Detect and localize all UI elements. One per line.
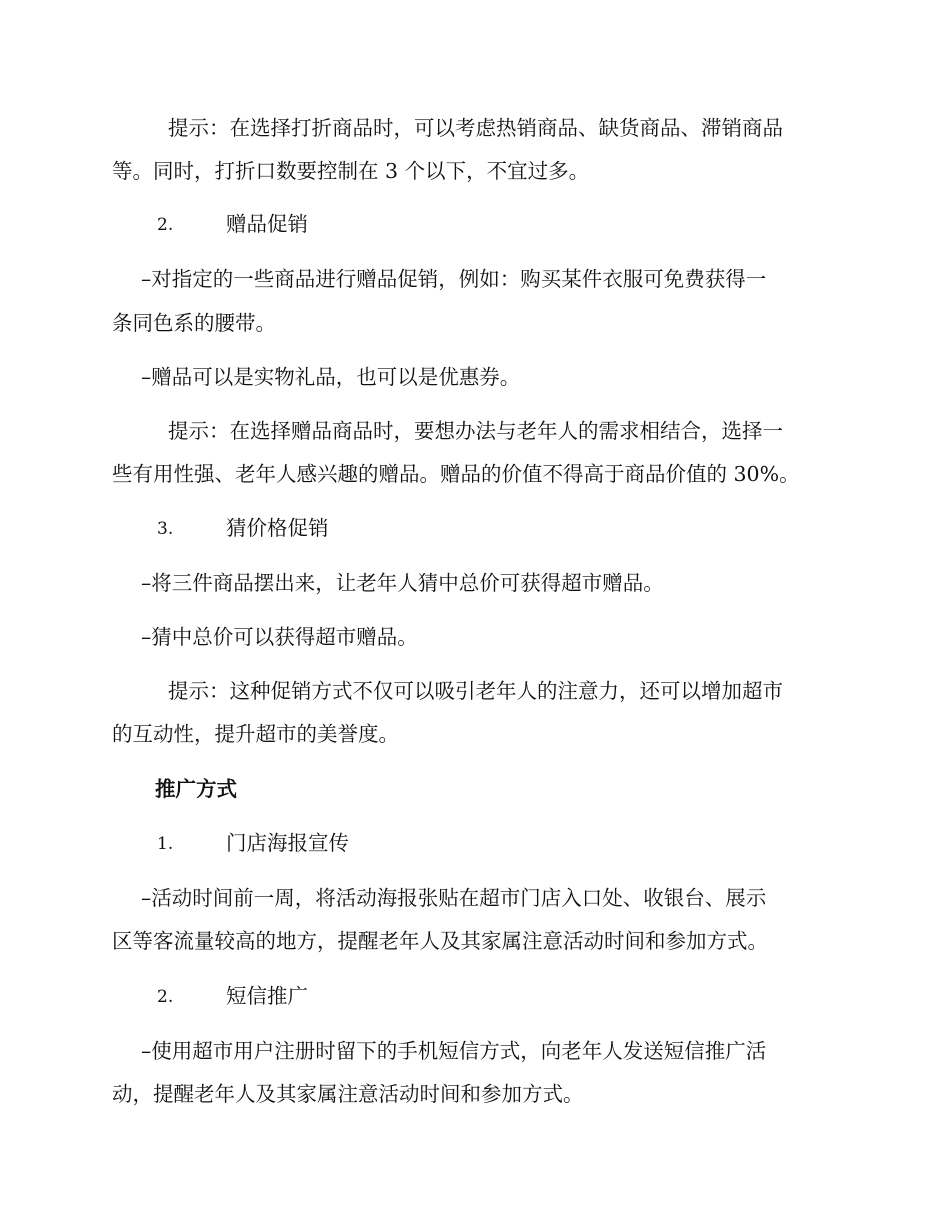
list-item-title: 短信推广 bbox=[226, 984, 308, 1008]
tip-paragraph-line: 提示：这种促销方式不仅可以吸引老年人的注意力，还可以增加超市 bbox=[168, 679, 783, 703]
list-item-number: 1. bbox=[157, 834, 174, 854]
list-item-title: 门店海报宣传 bbox=[226, 831, 349, 855]
list-item-number: 3. bbox=[157, 519, 174, 539]
bullet-paragraph-line: –活动时间前一周，将活动海报张贴在超市门店入口处、收银台、展示 bbox=[141, 886, 767, 910]
bullet-paragraph-line: –猜中总价可以获得超市赠品。 bbox=[141, 625, 418, 649]
list-item-number: 2. bbox=[157, 987, 174, 1007]
list-item-title: 猜价格促销 bbox=[226, 516, 329, 540]
bullet-paragraph-line: 条同色系的腰带。 bbox=[112, 311, 276, 335]
bullet-paragraph-line: –使用超市用户注册时留下的手机短信方式，向老年人发送短信推广活 bbox=[141, 1039, 767, 1063]
bullet-paragraph-line: –赠品可以是实物礼品，也可以是优惠券。 bbox=[141, 365, 521, 389]
bullet-paragraph-line: –对指定的一些商品进行赠品促销，例如：购买某件衣服可免费获得一 bbox=[141, 267, 767, 291]
tip-paragraph-line: 些有用性强、老年人感兴趣的赠品。赠品的价值不得高于商品价值的 30%。 bbox=[112, 462, 800, 486]
bullet-paragraph-line: 区等客流量较高的地方，提醒老年人及其家属注意活动时间和参加方式。 bbox=[112, 929, 768, 953]
tip-paragraph-line: 的互动性，提升超市的美誉度。 bbox=[112, 722, 399, 746]
list-item-number: 2. bbox=[157, 215, 174, 235]
list-item-title: 赠品促销 bbox=[226, 212, 308, 236]
tip-paragraph-line: 提示：在选择赠品商品时，要想办法与老年人的需求相结合，选择一 bbox=[168, 419, 783, 443]
tip-paragraph-line: 提示：在选择打折商品时，可以考虑热销商品、缺货商品、滞销商品 bbox=[168, 116, 783, 140]
section-heading: 推广方式 bbox=[155, 777, 237, 801]
bullet-paragraph-line: –将三件商品摆出来，让老年人猜中总价可获得超市赠品。 bbox=[141, 571, 664, 595]
bullet-paragraph-line: 动，提醒老年人及其家属注意活动时间和参加方式。 bbox=[112, 1082, 584, 1106]
tip-paragraph-line: 等。同时，打折口数要控制在 3 个以下，不宜过多。 bbox=[112, 159, 590, 183]
